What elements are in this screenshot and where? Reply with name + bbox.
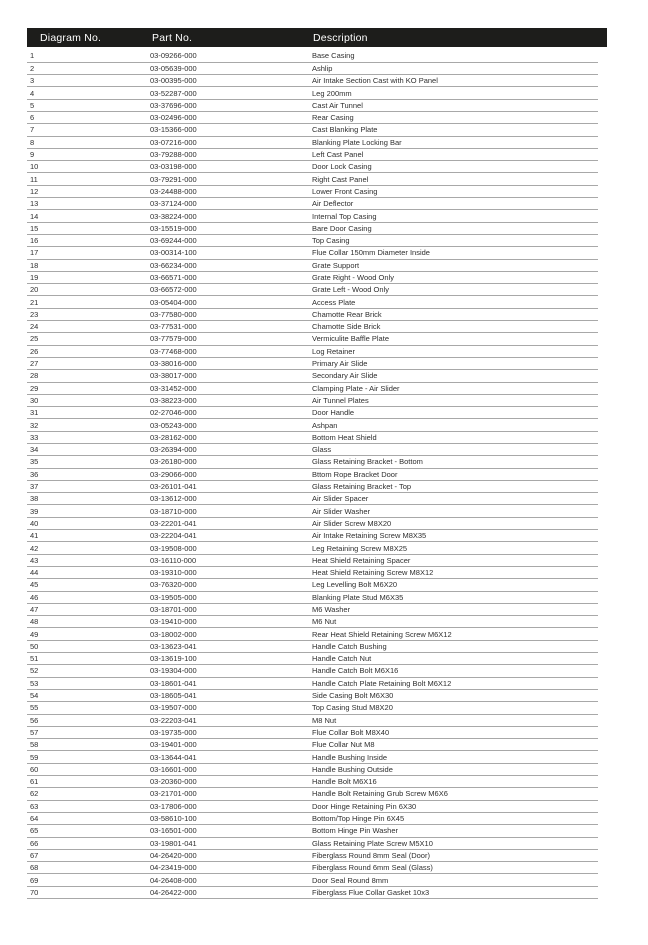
part-no-cell: 03-05404-000 (150, 296, 312, 308)
part-no-cell: 03-66572-000 (150, 284, 312, 296)
part-no-cell: 04-26408-000 (150, 874, 312, 886)
diagram-no-cell: 43 (27, 554, 150, 566)
diagram-no-cell: 13 (27, 198, 150, 210)
description-cell: Bottom Hinge Pin Washer (312, 825, 598, 837)
table-row (27, 862, 598, 874)
table-row (27, 321, 598, 333)
part-no-cell: 03-38016-000 (150, 357, 312, 369)
table-row (27, 444, 598, 456)
table-row (27, 333, 598, 345)
description-cell: Flue Collar Bolt M8X40 (312, 726, 598, 738)
description-cell: Fiberglass Flue Collar Gasket 10x3 (312, 886, 598, 898)
table-row (27, 308, 598, 320)
part-no-cell: 04-23419-000 (150, 862, 312, 874)
description-cell: Fiberglass Round 8mm Seal (Door) (312, 849, 598, 861)
description-cell: Rear Heat Shield Retaining Screw M6X12 (312, 628, 598, 640)
diagram-no-cell: 51 (27, 653, 150, 665)
description-cell: Chamotte Side Brick (312, 321, 598, 333)
diagram-no-cell: 67 (27, 849, 150, 861)
diagram-no-cell: 44 (27, 566, 150, 578)
table-row (27, 247, 598, 259)
diagram-no-cell: 8 (27, 136, 150, 148)
description-cell: Grate Support (312, 259, 598, 271)
diagram-no-cell: 11 (27, 173, 150, 185)
diagram-no-cell: 24 (27, 321, 150, 333)
diagram-no-cell: 30 (27, 394, 150, 406)
table-row (27, 136, 598, 148)
diagram-no-cell: 21 (27, 296, 150, 308)
table-row (27, 456, 598, 468)
part-no-cell: 03-19801-041 (150, 837, 312, 849)
table-row (27, 185, 598, 197)
description-cell: Handle Catch Nut (312, 653, 598, 665)
table-row (27, 517, 598, 529)
diagram-no-cell: 26 (27, 345, 150, 357)
table-row (27, 689, 598, 701)
part-no-cell: 02-27046-000 (150, 407, 312, 419)
diagram-no-cell: 59 (27, 751, 150, 763)
table-row (27, 382, 598, 394)
table-row (27, 222, 598, 234)
description-cell: M8 Nut (312, 714, 598, 726)
part-no-cell: 03-37696-000 (150, 99, 312, 111)
diagram-no-cell: 64 (27, 812, 150, 824)
table-row (27, 726, 598, 738)
part-no-cell: 03-13644-041 (150, 751, 312, 763)
table-row (27, 800, 598, 812)
diagram-no-cell: 56 (27, 714, 150, 726)
table-row (27, 665, 598, 677)
table-row (27, 431, 598, 443)
part-no-cell: 03-16501-000 (150, 825, 312, 837)
description-cell: Bare Door Casing (312, 222, 598, 234)
diagram-no-cell: 14 (27, 210, 150, 222)
table-row (27, 530, 598, 542)
part-no-cell: 03-77531-000 (150, 321, 312, 333)
part-no-cell: 03-76320-000 (150, 579, 312, 591)
diagram-no-cell: 49 (27, 628, 150, 640)
diagram-no-cell: 37 (27, 480, 150, 492)
table-row (27, 173, 598, 185)
description-cell: Grate Right - Wood Only (312, 271, 598, 283)
table-row (27, 702, 598, 714)
table-row (27, 653, 598, 665)
table-row (27, 837, 598, 849)
part-no-cell: 03-13619-100 (150, 653, 312, 665)
table-row (27, 776, 598, 788)
part-no-cell: 03-28162-000 (150, 431, 312, 443)
table-row (27, 75, 598, 87)
table-row (27, 345, 598, 357)
table-row (27, 825, 598, 837)
part-no-cell: 03-07216-000 (150, 136, 312, 148)
table-row (27, 161, 598, 173)
part-no-cell: 03-17806-000 (150, 800, 312, 812)
part-no-cell: 03-22203-041 (150, 714, 312, 726)
table-row (27, 640, 598, 652)
description-cell: Air Slider Spacer (312, 493, 598, 505)
description-cell: Lower Front Casing (312, 185, 598, 197)
table-row (27, 234, 598, 246)
diagram-no-cell: 31 (27, 407, 150, 419)
part-no-cell: 03-31452-000 (150, 382, 312, 394)
description-cell: Flue Collar 150mm Diameter Inside (312, 247, 598, 259)
description-cell: Blanking Plate Locking Bar (312, 136, 598, 148)
description-cell: Handle Bolt Retaining Grub Screw M6X6 (312, 788, 598, 800)
description-cell: Glass Retaining Plate Screw M5X10 (312, 837, 598, 849)
table-row (27, 357, 598, 369)
table-row (27, 677, 598, 689)
description-cell: Handle Catch Plate Retaining Bolt M6X12 (312, 677, 598, 689)
diagram-no-cell: 50 (27, 640, 150, 652)
part-no-cell: 03-16110-000 (150, 554, 312, 566)
description-cell: Fiberglass Round 6mm Seal (Glass) (312, 862, 598, 874)
diagram-no-cell: 52 (27, 665, 150, 677)
diagram-no-cell: 48 (27, 616, 150, 628)
part-no-cell: 04-26422-000 (150, 886, 312, 898)
diagram-no-cell: 32 (27, 419, 150, 431)
description-cell: Top Casing (312, 234, 598, 246)
table-row (27, 603, 598, 615)
part-no-cell: 03-37124-000 (150, 198, 312, 210)
description-cell: Leg Retaining Screw M8X25 (312, 542, 598, 554)
table-row (27, 493, 598, 505)
table-row (27, 198, 598, 210)
part-no-cell: 03-19304-000 (150, 665, 312, 677)
diagram-no-cell: 10 (27, 161, 150, 173)
table-row (27, 591, 598, 603)
part-no-cell: 03-38223-000 (150, 394, 312, 406)
diagram-no-cell: 54 (27, 689, 150, 701)
diagram-no-cell: 17 (27, 247, 150, 259)
part-no-cell: 03-77579-000 (150, 333, 312, 345)
description-cell: Internal Top Casing (312, 210, 598, 222)
description-cell: Flue Collar Nut M8 (312, 739, 598, 751)
description-cell: Handle Bolt M6X16 (312, 776, 598, 788)
description-cell: Handle Catch Bolt M6X16 (312, 665, 598, 677)
part-no-cell: 03-22201-041 (150, 517, 312, 529)
description-cell: Bottom Heat Shield (312, 431, 598, 443)
part-no-cell: 03-19735-000 (150, 726, 312, 738)
diagram-no-cell: 41 (27, 530, 150, 542)
diagram-no-cell: 4 (27, 87, 150, 99)
part-no-cell: 03-15366-000 (150, 124, 312, 136)
diagram-no-cell: 5 (27, 99, 150, 111)
column-header-description: Description (313, 31, 368, 44)
diagram-no-cell: 53 (27, 677, 150, 689)
diagram-no-cell: 33 (27, 431, 150, 443)
diagram-no-cell: 29 (27, 382, 150, 394)
diagram-no-cell: 18 (27, 259, 150, 271)
table-row (27, 148, 598, 160)
diagram-no-cell: 65 (27, 825, 150, 837)
diagram-no-cell: 6 (27, 111, 150, 123)
diagram-no-cell: 7 (27, 124, 150, 136)
table-header-bar (27, 28, 607, 47)
description-cell: Rear Casing (312, 111, 598, 123)
part-no-cell: 03-18701-000 (150, 603, 312, 615)
diagram-no-cell: 39 (27, 505, 150, 517)
description-cell: Handle Catch Bushing (312, 640, 598, 652)
description-cell: Clamping Plate - Air Slider (312, 382, 598, 394)
description-cell: Air Intake Section Cast with KO Panel (312, 75, 598, 87)
part-no-cell: 03-03198-000 (150, 161, 312, 173)
table-row (27, 739, 598, 751)
diagram-no-cell: 62 (27, 788, 150, 800)
part-no-cell: 03-21701-000 (150, 788, 312, 800)
diagram-no-cell: 60 (27, 763, 150, 775)
description-cell: Vermiculite Baffle Plate (312, 333, 598, 345)
description-cell: Door Hinge Retaining Pin 6X30 (312, 800, 598, 812)
diagram-no-cell: 58 (27, 739, 150, 751)
description-cell: Air Tunnel Plates (312, 394, 598, 406)
table-row (27, 505, 598, 517)
description-cell: Heat Shield Retaining Screw M8X12 (312, 566, 598, 578)
part-no-cell: 03-19505-000 (150, 591, 312, 603)
part-no-cell: 03-26180-000 (150, 456, 312, 468)
description-cell: Leg 200mm (312, 87, 598, 99)
description-cell: Chamotte Rear Brick (312, 308, 598, 320)
part-no-cell: 03-19310-000 (150, 566, 312, 578)
part-no-cell: 03-66234-000 (150, 259, 312, 271)
table-row (27, 542, 598, 554)
diagram-no-cell: 28 (27, 370, 150, 382)
table-row (27, 124, 598, 136)
part-no-cell: 03-09266-000 (150, 50, 312, 62)
column-header-part-no: Part No. (152, 31, 193, 44)
description-cell: Ashpan (312, 419, 598, 431)
part-no-cell: 03-16601-000 (150, 763, 312, 775)
diagram-no-cell: 55 (27, 702, 150, 714)
table-row (27, 370, 598, 382)
diagram-no-cell: 12 (27, 185, 150, 197)
description-cell: Bottom/Top Hinge Pin 6X45 (312, 812, 598, 824)
description-cell: M6 Nut (312, 616, 598, 628)
part-no-cell: 03-38224-000 (150, 210, 312, 222)
table-row (27, 788, 598, 800)
table-row (27, 579, 598, 591)
part-no-cell: 03-79288-000 (150, 148, 312, 160)
part-no-cell: 03-77468-000 (150, 345, 312, 357)
part-no-cell: 03-24488-000 (150, 185, 312, 197)
parts-table-grid (27, 50, 598, 899)
part-no-cell: 03-00395-000 (150, 75, 312, 87)
description-cell: Glass Retaining Bracket - Bottom (312, 456, 598, 468)
description-cell: Secondary Air Slide (312, 370, 598, 382)
table-row (27, 259, 598, 271)
diagram-no-cell: 36 (27, 468, 150, 480)
table-row (27, 751, 598, 763)
diagram-no-cell: 25 (27, 333, 150, 345)
table-row (27, 419, 598, 431)
table-row (27, 554, 598, 566)
table-row (27, 874, 598, 886)
part-no-cell: 03-13612-000 (150, 493, 312, 505)
diagram-no-cell: 66 (27, 837, 150, 849)
description-cell: Bttom Rope Bracket Door (312, 468, 598, 480)
table-row (27, 87, 598, 99)
description-cell: Ashlip (312, 62, 598, 74)
diagram-no-cell: 45 (27, 579, 150, 591)
part-no-cell: 03-00314-100 (150, 247, 312, 259)
table-row (27, 616, 598, 628)
parts-table (27, 28, 607, 899)
description-cell: Door Seal Round 8mm (312, 874, 598, 886)
table-row (27, 99, 598, 111)
table-row (27, 111, 598, 123)
table-row (27, 480, 598, 492)
diagram-no-cell: 35 (27, 456, 150, 468)
part-no-cell: 03-13623-041 (150, 640, 312, 652)
part-no-cell: 04-26420-000 (150, 849, 312, 861)
description-cell: Glass Retaining Bracket - Top (312, 480, 598, 492)
part-no-cell: 03-18601-041 (150, 677, 312, 689)
diagram-no-cell: 2 (27, 62, 150, 74)
part-no-cell: 03-19507-000 (150, 702, 312, 714)
table-row (27, 210, 598, 222)
table-row (27, 50, 598, 62)
diagram-no-cell: 1 (27, 50, 150, 62)
description-cell: Right Cast Panel (312, 173, 598, 185)
table-row (27, 62, 598, 74)
description-cell: Leg Levelling Bolt M6X20 (312, 579, 598, 591)
part-no-cell: 03-22204-041 (150, 530, 312, 542)
table-row (27, 714, 598, 726)
description-cell: Air Deflector (312, 198, 598, 210)
part-no-cell: 03-15519-000 (150, 222, 312, 234)
diagram-no-cell: 63 (27, 800, 150, 812)
table-row (27, 812, 598, 824)
diagram-no-cell: 61 (27, 776, 150, 788)
diagram-no-cell: 38 (27, 493, 150, 505)
description-cell: Handle Bushing Inside (312, 751, 598, 763)
table-row (27, 284, 598, 296)
column-header-diagram-no: Diagram No. (40, 31, 102, 44)
diagram-no-cell: 68 (27, 862, 150, 874)
description-cell: Top Casing Stud M8X20 (312, 702, 598, 714)
part-no-cell: 03-38017-000 (150, 370, 312, 382)
diagram-no-cell: 69 (27, 874, 150, 886)
description-cell: M6 Washer (312, 603, 598, 615)
description-cell: Access Plate (312, 296, 598, 308)
diagram-no-cell: 47 (27, 603, 150, 615)
table-row (27, 566, 598, 578)
table-row (27, 296, 598, 308)
table-row (27, 394, 598, 406)
diagram-no-cell: 20 (27, 284, 150, 296)
part-no-cell: 03-58610-100 (150, 812, 312, 824)
diagram-no-cell: 57 (27, 726, 150, 738)
description-cell: Door Lock Casing (312, 161, 598, 173)
diagram-no-cell: 34 (27, 444, 150, 456)
description-cell: Log Retainer (312, 345, 598, 357)
table-row (27, 468, 598, 480)
diagram-no-cell: 46 (27, 591, 150, 603)
description-cell: Handle Bushing Outside (312, 763, 598, 775)
description-cell: Left Cast Panel (312, 148, 598, 160)
diagram-no-cell: 3 (27, 75, 150, 87)
part-no-cell: 03-79291-000 (150, 173, 312, 185)
description-cell: Primary Air Slide (312, 357, 598, 369)
description-cell: Heat Shield Retaining Spacer (312, 554, 598, 566)
diagram-no-cell: 27 (27, 357, 150, 369)
part-no-cell: 03-19508-000 (150, 542, 312, 554)
description-cell: Grate Left - Wood Only (312, 284, 598, 296)
diagram-no-cell: 16 (27, 234, 150, 246)
part-no-cell: 03-29066-000 (150, 468, 312, 480)
description-cell: Side Casing Bolt M6X30 (312, 689, 598, 701)
description-cell: Blanking Plate Stud M6X35 (312, 591, 598, 603)
description-cell: Cast Blanking Plate (312, 124, 598, 136)
diagram-no-cell: 15 (27, 222, 150, 234)
part-no-cell: 03-69244-000 (150, 234, 312, 246)
description-cell: Base Casing (312, 50, 598, 62)
table-row (27, 849, 598, 861)
part-no-cell: 03-66571-000 (150, 271, 312, 283)
description-cell: Air Intake Retaining Screw M8X35 (312, 530, 598, 542)
part-no-cell: 03-19401-000 (150, 739, 312, 751)
part-no-cell: 03-26394-000 (150, 444, 312, 456)
table-row (27, 407, 598, 419)
part-no-cell: 03-77580-000 (150, 308, 312, 320)
description-cell: Glass (312, 444, 598, 456)
description-cell: Air Slider Screw M8X20 (312, 517, 598, 529)
description-cell: Air Slider Washer (312, 505, 598, 517)
part-no-cell: 03-18605-041 (150, 689, 312, 701)
diagram-no-cell: 70 (27, 886, 150, 898)
part-no-cell: 03-02496-000 (150, 111, 312, 123)
part-no-cell: 03-20360-000 (150, 776, 312, 788)
part-no-cell: 03-26101-041 (150, 480, 312, 492)
part-no-cell: 03-05243-000 (150, 419, 312, 431)
diagram-no-cell: 9 (27, 148, 150, 160)
table-row (27, 628, 598, 640)
table-row (27, 763, 598, 775)
table-row (27, 886, 598, 898)
diagram-no-cell: 23 (27, 308, 150, 320)
description-cell: Cast Air Tunnel (312, 99, 598, 111)
table-row (27, 271, 598, 283)
part-no-cell: 03-18710-000 (150, 505, 312, 517)
description-cell: Door Handle (312, 407, 598, 419)
diagram-no-cell: 19 (27, 271, 150, 283)
part-no-cell: 03-05639-000 (150, 62, 312, 74)
diagram-no-cell: 40 (27, 517, 150, 529)
part-no-cell: 03-52287-000 (150, 87, 312, 99)
part-no-cell: 03-18002-000 (150, 628, 312, 640)
diagram-no-cell: 42 (27, 542, 150, 554)
parts-table-body (27, 50, 598, 898)
part-no-cell: 03-19410-000 (150, 616, 312, 628)
